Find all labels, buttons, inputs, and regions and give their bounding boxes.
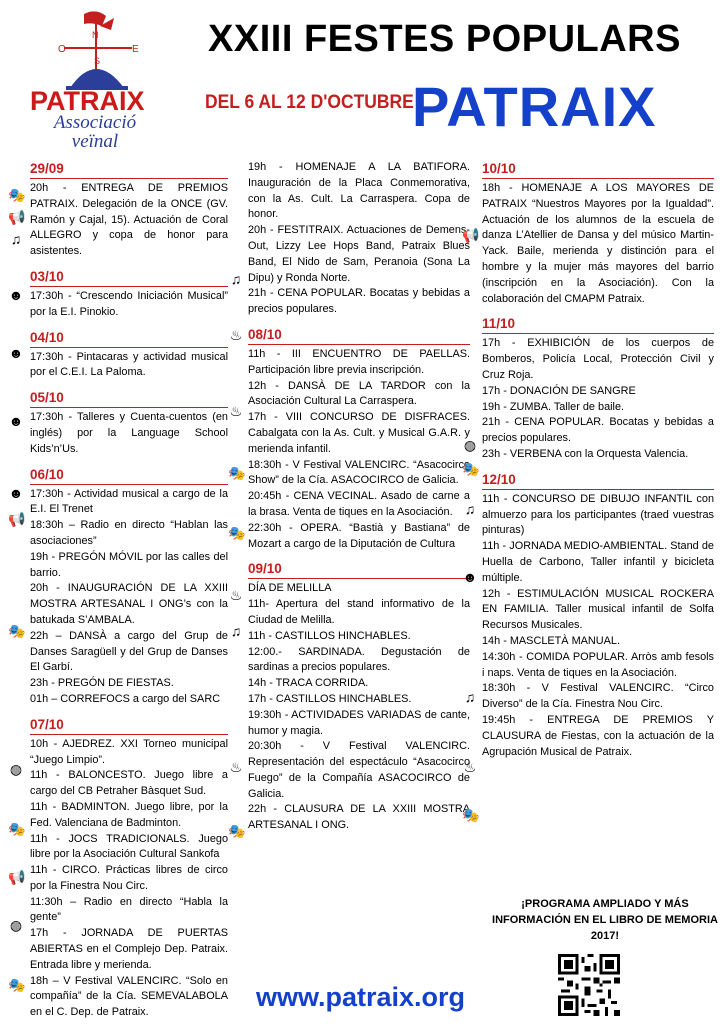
event-item: 12h - DANSÀ DE LA TARDOR con la Asociación Cultural La Carraspera. <box>248 379 470 408</box>
event-item: 11h- Apertura del stand informativo de la Ciudad de Melilla. <box>248 598 470 626</box>
theater-masks-icon: 🎭 <box>228 525 246 541</box>
theater-masks-icon: 🎭 <box>228 465 246 481</box>
svg-text:S: S <box>94 56 101 66</box>
event-item: DÍA DE MELILLA <box>248 582 332 595</box>
pot-icon: ♨ <box>229 403 243 419</box>
day-block <box>30 160 228 260</box>
event-item: 11h - III ENCUENTRO DE PAELLAS. Participación libre previa inscripción. <box>248 347 470 376</box>
place-title: PATRAIX <box>412 75 657 138</box>
theater-masks-icon: 🎭 <box>8 977 26 993</box>
day-date: 11/10 <box>482 315 714 334</box>
megaphone-icon: 📢 <box>8 209 26 225</box>
event-item: 11h - CIRCO. Prácticas libres de circo por la Finestra Nou Circ. <box>30 864 228 892</box>
column-2 <box>248 160 470 834</box>
event-item: 19h - ZUMBA. Taller de baile. <box>482 400 625 413</box>
page-title: XXIII FESTES POPULARS <box>208 18 681 60</box>
megaphone-icon: 📢 <box>8 869 26 885</box>
event-item: 18:30h – Radio en directo “Hablan las asociaciones” <box>30 519 228 547</box>
day-date: 10/10 <box>482 160 714 179</box>
svg-text:E: E <box>132 44 139 55</box>
promo-text: ¡PROGRAMA AMPLIADO Y MÁS INFORMACIÓN EN EL LIBRO DE MEMORIA 2017! <box>492 898 718 942</box>
event-item: 12h - ESTIMULACIÓN MUSICAL ROCKERA EN FAMILIA. Taller musical infantil de Solfa Recursos Musicales. <box>482 587 714 632</box>
day-block <box>248 160 470 318</box>
day-block <box>30 381 228 457</box>
qr-code <box>558 954 620 1016</box>
day-date: 12/10 <box>482 471 714 490</box>
event-item: 17:30h - Pintacaras y actividad musical por el C.E.I. La Paloma. <box>30 350 228 379</box>
event-item: 17h - JORNADA DE PUERTAS ABIERTAS en el Complejo Dep. Patraix. Entrada libre y merienda. <box>30 927 228 971</box>
day-block <box>248 318 470 552</box>
theater-masks-icon: 🎭 <box>462 807 480 823</box>
day-block <box>30 458 228 708</box>
day-block <box>482 463 714 761</box>
event-item: 20h - ENTREGA DE PREMIOS PATRAIX. Delegación de la ONCE (GV. Ramón y Cajal, 15). Actuación de Coral ALLEGRO y copa de honor para asistentes. <box>30 182 228 258</box>
event-item: 19:30h - ACTIVIDADES VARIADAS de cante, humor y magia. <box>248 708 470 737</box>
music-note-icon: ♫ <box>230 271 242 287</box>
music-note-icon: ♫ <box>230 623 242 639</box>
event-item: 21h - CENA POPULAR. Bocatas y bebidas a precios populares. <box>482 416 714 445</box>
event-item: 11h - JOCS TRADICIONALS. Juego libre por la Asociación Cultural Sankofa <box>30 832 228 861</box>
basketball-icon: ◍ <box>9 917 23 933</box>
website-link[interactable]: www.patraix.org <box>256 982 466 1012</box>
megaphone-icon: 📢 <box>8 511 26 527</box>
event-item: 17:30h - “Crescendo Iniciación Musical” por la E.I. Pinokio. <box>30 289 228 318</box>
event-item: 20h - FESTITRAIX. Actuaciones de Demens-Out, Lizzy Lee Hops Band, Patraix Blues Band, El Nido de Sam, Peranoia (Sona La Dipu) y Ronda Norte. <box>248 224 470 284</box>
day-date: 06/10 <box>30 466 228 485</box>
event-item: 22h - CLAUSURA DE LA XXIII MOSTRA ARTESANAL I ONG. <box>248 803 470 832</box>
theater-masks-icon: 🎭 <box>8 623 26 639</box>
event-item: 11h - CONCURSO DE DIBUJO INFANTIL con almuerzo para los participantes (traed vuestras pinturas) <box>482 492 714 537</box>
music-note-icon: ♫ <box>464 501 476 517</box>
pot-icon: ♨ <box>463 759 477 775</box>
megaphone-icon: 📢 <box>462 227 480 243</box>
event-item: 18:30h - V Festival VALENCIRC. “Asacocirco Show” de la Cía. ASACOCIRCO de Galicia. <box>248 458 470 487</box>
event-item: 14h - TRACA CORRIDA. <box>248 677 369 690</box>
svg-text:N: N <box>92 30 99 40</box>
event-item: 10h - AJEDREZ. XXI Torneo municipal “Juego Limpio”. <box>30 737 228 766</box>
smiley-icon: ☻ <box>8 413 24 429</box>
theater-masks-icon: 🎭 <box>462 461 480 477</box>
day-date: 05/10 <box>30 389 228 408</box>
event-item: 23h - PREGÓN DE FIESTAS. <box>30 677 174 690</box>
event-item: 12:00.- SARDINADA. Degustación de sardinas a precios populares. <box>248 645 470 674</box>
event-item: 11h - BADMINTON. Juego libre, por la Fed. Valenciana de Badminton. <box>30 800 228 829</box>
column-1 <box>30 160 228 1021</box>
event-item: 19h - PREGÓN MÓVIL por las calles del barrio. <box>30 550 228 579</box>
day-block <box>30 321 228 382</box>
event-item: 20h - INAUGURACIÓN DE LA XXIII MOSTRA ARTESANAL I ONG’s con la batukada S’AMBALA. <box>30 582 228 626</box>
event-item: 18h - HOMENAJE A LOS MAYORES DE PATRAIX “Nuestros Mayores por la Igualdad”. Actuación de los alumnos de la escuela de danza L’Atellier de Dansa y del músico Martin-Yack. Baile, merienda y distinción para el hombre y la mujer más mayores del barrio (inscripción en la Asociación). Con la colaboración del CMAPM Patraix. <box>482 182 714 305</box>
event-item: 19h - HOMENAJE A LA BATIFORA. Inauguración de la Placa Conmemorativa, con la As. Cult. La Carraspera. Copa de honor. <box>248 161 470 221</box>
theater-masks-icon: 🎭 <box>228 823 246 839</box>
event-item: 22h – DANSÀ a cargo del Grup de Danses Saragüell y del Grup de Danses El Garbí. <box>30 629 228 674</box>
event-item: 20:45h - CENA VECINAL. Asado de carne a la brasa. Venta de tiques en la Asociación. <box>248 490 470 518</box>
day-date: 29/09 <box>30 160 228 179</box>
logo-subtitle: Associació veïnal <box>53 112 137 152</box>
pot-icon: ♨ <box>229 759 243 775</box>
event-item: 21h - CENA POPULAR. Bocatas y bebidas a precios populares. <box>248 287 470 316</box>
pot-icon: ♨ <box>229 587 243 603</box>
event-item: 11h - CASTILLOS HINCHABLES. <box>248 629 411 642</box>
event-item: 17:30h - Talleres y Cuenta-cuentos (en inglés) por la Language School Kids’n’Us. <box>30 411 228 455</box>
event-item: 19:45h - ENTREGA DE PREMIOS Y CLAUSURA de Fiestas, con la actuación de la Agrupación Musical de Patraix. <box>482 713 714 758</box>
music-note-icon: ♫ <box>10 231 22 247</box>
theater-masks-icon: 🎭 <box>8 187 26 203</box>
event-item: 17h - EXHIBICIÓN de los cuerpos de Bomberos, Policía Local, Protección Civil y Cruz Roja. <box>482 337 714 381</box>
logo-name: PATRAIX <box>30 86 145 116</box>
day-block <box>482 307 714 462</box>
event-item: 17h - VIII CONCURSO DE DISFRACES. Cabalgata con la As. Cult. y Musical G.A.R. y merienda infantil. <box>248 411 470 455</box>
event-item: 11h - JORNADA MEDIO-AMBIENTAL. Stand de Huella de Carbono, Taller infantil y bicicleta múltiple. <box>482 540 714 584</box>
smiley-icon: ☻ <box>8 287 24 303</box>
day-block <box>30 260 228 321</box>
basketball-icon: ◍ <box>463 437 477 453</box>
svg-text:O: O <box>58 44 66 55</box>
event-item: 11:30h – Radio en directo “Habla la gente” <box>30 895 228 924</box>
event-item: 18h – V Festival VALENCIRC. “Solo en compañía” de la Cía. SEMEVALABOLA en el C. Dep. de Patraix. <box>30 974 228 1019</box>
smiley-icon: ☻ <box>462 569 478 585</box>
event-item: 17:30h - Actividad musical a cargo de la E.I. El Trenet <box>30 487 228 516</box>
smiley-icon: ☻ <box>8 485 24 501</box>
smiley-icon: ☻ <box>8 345 24 361</box>
music-note-icon: ♫ <box>464 689 476 705</box>
day-date: 07/10 <box>30 716 228 735</box>
column-3 <box>482 160 714 760</box>
event-item: 23h - VERBENA con la Orquesta Valencia. <box>482 447 689 460</box>
event-item: 20:30h - V Festival VALENCIRC. Representación del espectáculo “Asacocirco Fuego” de la Compañía ASACOCIRCO de Galicia. <box>248 740 470 800</box>
day-date: 08/10 <box>248 326 470 345</box>
event-item: 17h - CASTILLOS HINCHABLES. <box>248 692 412 705</box>
festival-dates: DEL 6 AL 12 D'OCTUBRE <box>205 92 414 113</box>
event-item: 18:30h - V Festival VALENCIRC. “Circo Diverso” de la Cía. Finestra Nou Circ. <box>482 682 714 711</box>
day-block <box>30 708 228 1021</box>
day-date: 09/10 <box>248 560 470 579</box>
event-item: 11h - BALONCESTO. Juego libre a cargo del CB Petraher Bàsquet Sud. <box>30 769 228 798</box>
day-block <box>482 160 714 307</box>
event-item: 01h – CORREFOCS a cargo del SARC <box>30 692 221 705</box>
event-item: 22:30h - OPERA. “Bastià y Bastiana” de Mozart a cargo de la Diputación de Cultura <box>248 521 470 550</box>
event-item: 14h - MASCLETÀ MANUAL. <box>482 634 620 647</box>
day-date: 04/10 <box>30 329 228 348</box>
basketball-icon: ◍ <box>9 761 23 777</box>
pot-icon: ♨ <box>229 327 243 343</box>
event-item: 14:30h - COMIDA POPULAR. Arròs amb fesols i naps. Venta de tiques en la Asociación. <box>482 650 714 679</box>
day-block <box>248 552 470 834</box>
day-date: 03/10 <box>30 268 228 287</box>
event-item: 17h - DONACIÓN DE SANGRE <box>482 384 636 397</box>
theater-masks-icon: 🎭 <box>8 821 26 837</box>
